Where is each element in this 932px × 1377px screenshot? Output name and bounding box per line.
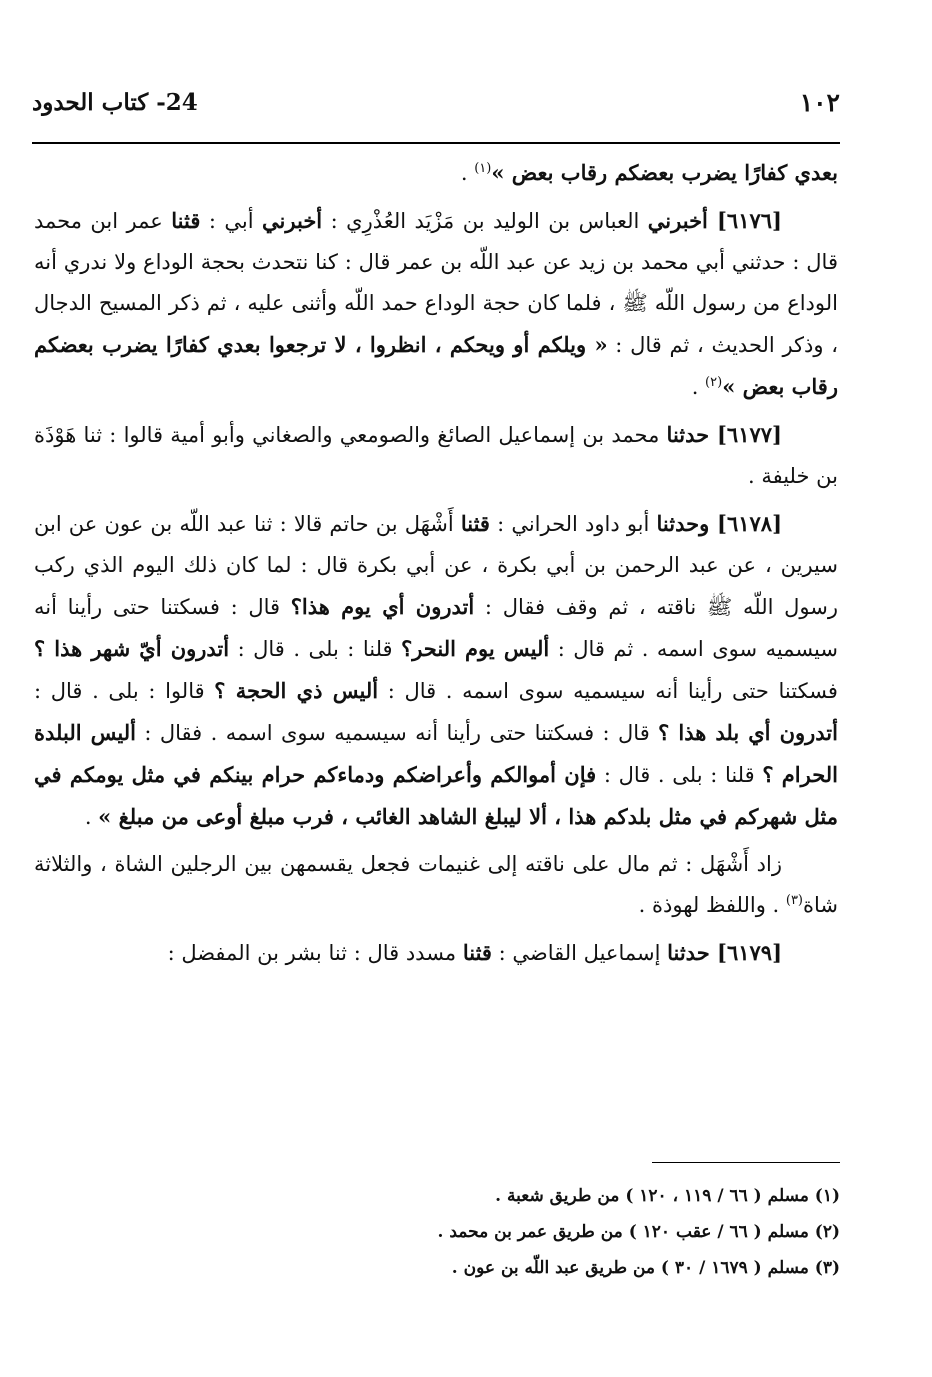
text-run: قالوا : بلى . قال : <box>34 679 215 703</box>
main-text <box>34 152 838 980</box>
text-run: [٦١٧٧] حدثنا <box>666 422 782 447</box>
footnote: (٣) مسلم ( ١٦٧٩ / ٣٠ ) من طريق عبد اللّه بن عون . <box>451 1258 840 1278</box>
text-run: قال : فسكتنا حتى رأينا أنه سيسميه سوى اسمه . ثم قال : <box>34 595 838 661</box>
text-run: . <box>84 805 99 829</box>
text-run: محمد بن إسماعيل الصائغ والصومعي والصغاني وأبو أمية قالوا : ثنا هَوْذَة بن خليفة . <box>34 423 838 488</box>
hadith-6179 <box>34 932 838 974</box>
footnote-divider <box>652 1162 840 1163</box>
page-header <box>32 82 840 122</box>
text-run: قثنا <box>171 208 201 233</box>
running-title: 24- كتاب الحدود <box>32 88 198 116</box>
addition-note <box>34 844 838 926</box>
quoted-text: « ويلكم أو ويحكم ، انظروا ، لا ترجعوا بعدي كفارًا يضرب بعضكم رقاب بعض » <box>34 332 838 399</box>
footnote: (٢) مسلم ( ٦٦ / عقب ١٢٠ ) من طريق عمر بن محمد . <box>437 1222 840 1242</box>
text-run: إسماعيل القاضي : <box>491 941 668 965</box>
footnotes <box>40 1178 840 1286</box>
text-run: أَشْهَل بن حاتم قالا : ثنا عبد اللّه بن عون عن ابن سيرين ، عن عبد الرحمن بن أبي بكرة ، عن أبي بكرة قال : لما كان ذلك اليوم الذي ركب رسول اللّه ﷺ ناقته ، ثم وقف فقال : <box>34 512 838 619</box>
paragraph-continuation <box>34 152 838 194</box>
text-run: . <box>691 375 706 399</box>
text-run: [٦١٧٨] وحدثنا <box>656 511 782 536</box>
quoted-text: أتدرون أي بلد هذا ؟ <box>658 720 838 745</box>
quoted-text: بعدي كفارًا يضرب بعضكم رقاب بعض » <box>491 160 838 185</box>
text-run: قال : فسكتنا حتى رأينا أنه سيسميه سوى اسمه . فقال : <box>135 721 659 745</box>
text-run: مسدد قال : ثنا بشر بن المفضل : <box>167 941 463 965</box>
text-run: أبي : <box>200 209 263 233</box>
text-run: . واللفظ لهوذة . <box>638 893 786 917</box>
quoted-text: أليس البلدة الحرام ؟ <box>34 720 838 787</box>
text-run: قلنا : بلى . قال : <box>596 763 763 787</box>
text-run: قثنا <box>462 940 492 965</box>
quoted-text: فإن أموالكم وأعراضكم ودماءكم حرام بينكم في مثل يومكم في مثل شهركم في مثل بلدكم هذا ، ألا ليبلغ الشاهد الغائب ، فرب مبلغ أوعى من مبلغ » <box>34 762 838 829</box>
header-divider <box>32 142 840 144</box>
footnote-ref: (٣) <box>785 893 803 908</box>
quoted-text: أتدرون أيّ شهر هذا ؟ <box>34 636 230 661</box>
quoted-text: أليس يوم النحر؟ <box>401 636 550 661</box>
hadith-6178 <box>34 503 838 838</box>
text-run: زاد أَشْهَل : ثم مال على ناقته إلى غنيمات فجعل يقسمهن بين الرجلين الشاة ، والثلاثة شاة <box>34 852 838 917</box>
text-run: [٦١٧٦] أخبرني <box>647 208 782 233</box>
footnote-ref: (١) <box>474 161 492 176</box>
text-run: قلنا : بلى . قال : <box>229 637 402 661</box>
text-run: [٦١٧٩] حدثنا <box>667 940 782 965</box>
hadith-6176 <box>34 200 838 408</box>
text-run: فسكتنا حتى رأينا أنه سيسميه سوى اسمه . قال : <box>378 679 838 703</box>
footnote: (١) مسلم ( ٦٦ / ١١٩ ، ١٢٠ ) من طريق شعبة . <box>495 1186 840 1206</box>
text-run: قثنا <box>460 511 490 536</box>
text-run: أبو داود الحراني : <box>489 512 657 536</box>
hadith-6177 <box>34 414 838 497</box>
page-number: ١٠٢ <box>799 87 840 117</box>
text-run: عمر ابن محمد قال : حدثني أبي محمد بن زيد عن عبد اللّه بن عمر قال : كنا نتحدث بحجة الوداع ولا ندري أنه الوداع من رسول اللّه ﷺ ، فلما كان حجة الوداع حمد اللّه وأثنى عليه ، ثم ذكر المسيح الدجال ، وذكر الحديث ، ثم قال : <box>34 209 838 357</box>
footnote-ref: (٢) <box>705 375 723 390</box>
quoted-text: أليس ذي الحجة ؟ <box>214 678 379 703</box>
text-run: . <box>460 161 475 185</box>
text-run: العباس بن الوليد بن مَزْيَد العُذْرِي : <box>322 209 648 233</box>
text-run: أخبرني <box>262 208 323 233</box>
quoted-text: أتدرون أي يوم هذا؟ <box>290 594 475 619</box>
